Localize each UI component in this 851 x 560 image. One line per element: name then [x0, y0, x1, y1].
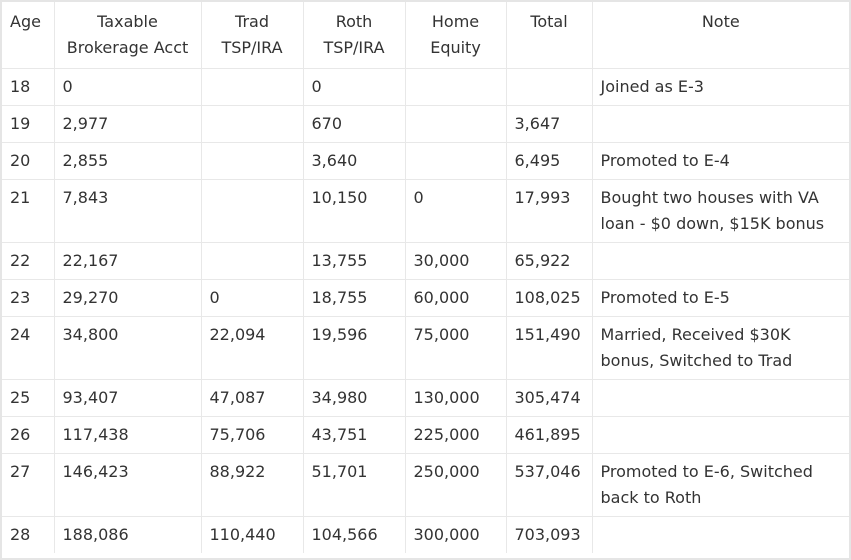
cell-total: 537,046	[506, 454, 592, 517]
table-row	[2, 317, 849, 380]
header-home-equity: Home Equity	[405, 2, 506, 69]
cell-note: Joined as E-3	[592, 69, 849, 106]
cell-trad: 22,094	[201, 317, 303, 380]
cell-age: 18	[2, 69, 54, 106]
table-row	[2, 69, 849, 106]
cell-note: Promoted to E-6, Switched back to Roth	[592, 454, 849, 517]
cell-age: 22	[2, 243, 54, 280]
cell-trad	[201, 180, 303, 243]
cell-roth: 3,640	[303, 143, 405, 180]
cell-home-equity	[405, 69, 506, 106]
cell-home-equity: 60,000	[405, 280, 506, 317]
table-row	[2, 380, 849, 417]
header-trad: Trad TSP/IRA	[201, 2, 303, 69]
cell-total: 65,922	[506, 243, 592, 280]
cell-note: Promoted to E-5	[592, 280, 849, 317]
cell-trad: 75,706	[201, 417, 303, 454]
table-row	[2, 106, 849, 143]
cell-roth: 34,980	[303, 380, 405, 417]
cell-age: 26	[2, 417, 54, 454]
cell-home-equity	[405, 143, 506, 180]
cell-trad: 110,440	[201, 517, 303, 554]
cell-trad: 0	[201, 280, 303, 317]
cell-taxable: 29,270	[54, 280, 201, 317]
cell-note	[592, 417, 849, 454]
table-row	[2, 280, 849, 317]
table-row	[2, 180, 849, 243]
cell-roth: 104,566	[303, 517, 405, 554]
table-row	[2, 454, 849, 517]
cell-total: 3,647	[506, 106, 592, 143]
cell-age: 28	[2, 517, 54, 554]
cell-roth: 18,755	[303, 280, 405, 317]
cell-home-equity: 75,000	[405, 317, 506, 380]
cell-home-equity: 130,000	[405, 380, 506, 417]
cell-home-equity: 0	[405, 180, 506, 243]
cell-roth: 19,596	[303, 317, 405, 380]
table-row	[2, 517, 849, 554]
cell-note	[592, 106, 849, 143]
cell-age: 27	[2, 454, 54, 517]
cell-trad: 88,922	[201, 454, 303, 517]
cell-taxable: 34,800	[54, 317, 201, 380]
cell-note	[592, 380, 849, 417]
cell-trad	[201, 243, 303, 280]
header-roth: Roth TSP/IRA	[303, 2, 405, 69]
cell-total: 461,895	[506, 417, 592, 454]
header-total: Total	[506, 2, 592, 69]
cell-total: 17,993	[506, 180, 592, 243]
cell-taxable: 188,086	[54, 517, 201, 554]
cell-total: 305,474	[506, 380, 592, 417]
cell-trad	[201, 143, 303, 180]
cell-taxable: 22,167	[54, 243, 201, 280]
cell-note: Married, Received $30K bonus, Switched to Trad	[592, 317, 849, 380]
header-age: Age	[2, 2, 54, 69]
cell-note: Promoted to E-4	[592, 143, 849, 180]
cell-age: 20	[2, 143, 54, 180]
cell-trad	[201, 69, 303, 106]
table-row	[2, 143, 849, 180]
cell-age: 19	[2, 106, 54, 143]
finance-table	[2, 2, 849, 553]
table-body	[2, 69, 849, 554]
cell-taxable: 0	[54, 69, 201, 106]
cell-taxable: 2,977	[54, 106, 201, 143]
cell-roth: 670	[303, 106, 405, 143]
cell-total: 108,025	[506, 280, 592, 317]
cell-home-equity: 300,000	[405, 517, 506, 554]
cell-note	[592, 243, 849, 280]
cell-home-equity	[405, 106, 506, 143]
cell-note: Bought two houses with VA loan - $0 down, $15K bonus	[592, 180, 849, 243]
cell-note	[592, 517, 849, 554]
cell-taxable: 93,407	[54, 380, 201, 417]
cell-taxable: 117,438	[54, 417, 201, 454]
cell-home-equity: 225,000	[405, 417, 506, 454]
cell-age: 24	[2, 317, 54, 380]
cell-trad: 47,087	[201, 380, 303, 417]
cell-home-equity: 30,000	[405, 243, 506, 280]
cell-roth: 51,701	[303, 454, 405, 517]
cell-roth: 0	[303, 69, 405, 106]
table-row	[2, 243, 849, 280]
cell-taxable: 2,855	[54, 143, 201, 180]
table-row	[2, 417, 849, 454]
header-row	[2, 2, 849, 69]
cell-home-equity: 250,000	[405, 454, 506, 517]
header-note: Note	[592, 2, 849, 69]
cell-roth: 13,755	[303, 243, 405, 280]
cell-taxable: 146,423	[54, 454, 201, 517]
cell-trad	[201, 106, 303, 143]
cell-roth: 43,751	[303, 417, 405, 454]
cell-total	[506, 69, 592, 106]
cell-age: 23	[2, 280, 54, 317]
cell-total: 151,490	[506, 317, 592, 380]
cell-taxable: 7,843	[54, 180, 201, 243]
cell-age: 25	[2, 380, 54, 417]
cell-total: 703,093	[506, 517, 592, 554]
cell-age: 21	[2, 180, 54, 243]
header-taxable-brokerage: Taxable Brokerage Acct	[54, 2, 201, 69]
cell-roth: 10,150	[303, 180, 405, 243]
cell-total: 6,495	[506, 143, 592, 180]
table-header	[2, 2, 849, 69]
